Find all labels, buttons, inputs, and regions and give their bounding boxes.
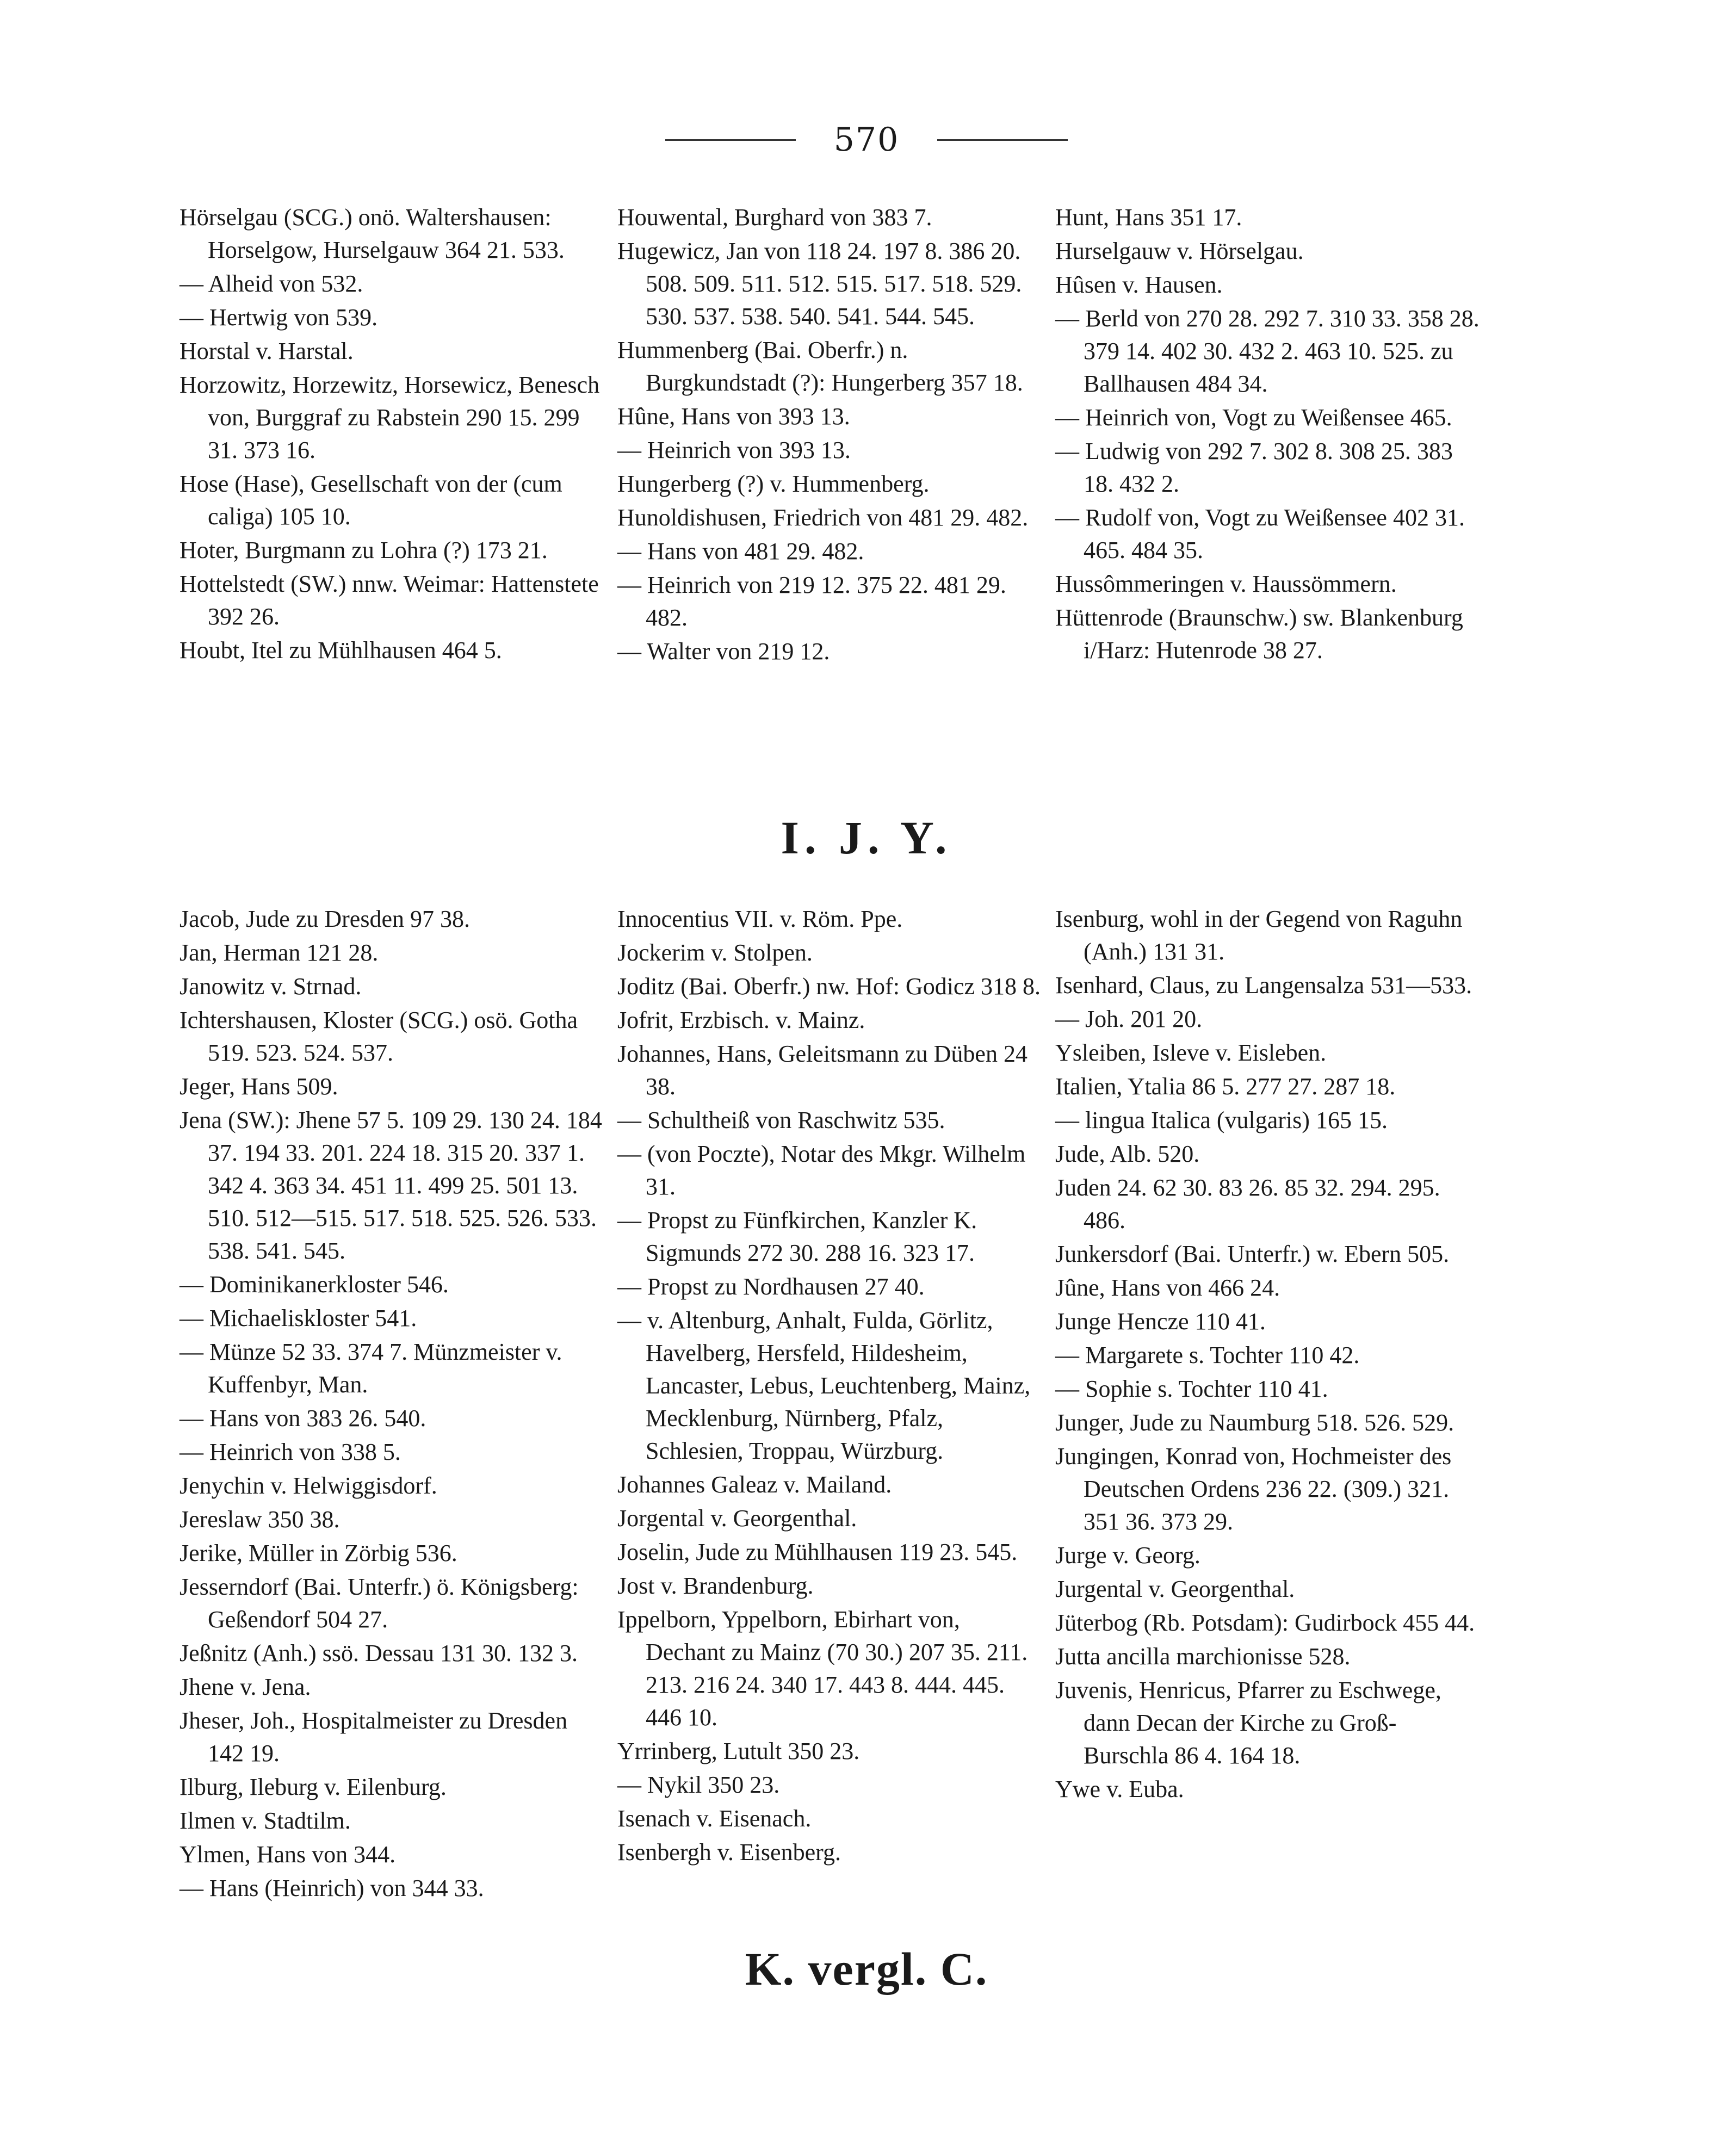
index-column-top-3	[1055, 201, 1480, 668]
index-entry: Hungerberg (?) v. Hummenberg.	[617, 470, 930, 497]
index-entry: Houbt, Itel zu Mühlhausen 464 5.	[180, 637, 502, 664]
index-entry: Hûne, Hans von 393 13.	[617, 403, 850, 430]
index-entry: Hoter, Burgmann zu Lohra (?) 173 21.	[180, 537, 548, 563]
index-entry: Juvenis, Henricus, Pfarrer zu Eschwege, dann Decan der Kirche zu Groß-Burschla 86 4. 164 18.	[1055, 1677, 1441, 1769]
index-entry: — Hertwig von 539.	[180, 304, 378, 331]
index-entry: Jereslaw 350 38.	[180, 1506, 340, 1533]
index-entry: — Ludwig von 292 7. 302 8. 308 25. 383 18. 432 2.	[1055, 438, 1453, 497]
index-entry: Hûsen v. Hausen.	[1055, 271, 1223, 298]
index-entry: Jofrit, Erzbisch. v. Mainz.	[617, 1007, 865, 1033]
index-entry: Joditz (Bai. Oberfr.) nw. Hof: Godicz 318 8.	[617, 973, 1041, 1000]
page-number: 570	[833, 121, 900, 159]
index-entry: — lingua Italica (vulgaris) 165 15.	[1055, 1107, 1388, 1133]
index-entry: Jenychin v. Helwiggisdorf.	[180, 1472, 437, 1499]
index-entry: — Heinrich von 393 13.	[617, 437, 851, 463]
index-entry: Janowitz v. Strnad.	[180, 973, 362, 1000]
header-rule-right	[937, 139, 1068, 141]
index-entry: Juden 24. 62 30. 83 26. 85 32. 294. 295. 486.	[1055, 1174, 1440, 1234]
index-entry: Horzowitz, Horzewitz, Horsewicz, Benesch von, Burggraf zu Rabstein 290 15. 299 31. 373 16.	[180, 371, 600, 463]
index-entry: Yrrinberg, Lutult 350 23.	[617, 1738, 860, 1764]
index-entry: Jan, Herman 121 28.	[180, 939, 379, 966]
index-entry: Junkersdorf (Bai. Unterfr.) w. Ebern 505.	[1055, 1241, 1450, 1267]
index-entry: Hose (Hase), Gesellschaft von der (cum caliga) 105 10.	[180, 470, 562, 530]
index-entry: Hunoldishusen, Friedrich von 481 29. 482.	[617, 504, 1029, 531]
index-entry: Jheser, Joh., Hospitalmeister zu Dresden 142 19.	[180, 1707, 568, 1767]
index-entry: Jude, Alb. 520.	[1055, 1141, 1200, 1167]
index-entry: — Nykil 350 23.	[617, 1771, 780, 1798]
index-entry: Jost v. Brandenburg.	[617, 1572, 814, 1599]
index-entry: Jhene v. Jena.	[180, 1674, 311, 1700]
section-heading-ijy: I. J. Y.	[781, 811, 952, 864]
index-column-ijy-2	[617, 903, 1042, 1870]
index-entry: Horstal v. Harstal.	[180, 338, 354, 364]
index-entry: Johannes Galeaz v. Mailand.	[617, 1471, 892, 1498]
index-entry: — Alheid von 532.	[180, 270, 363, 297]
index-entry: Jurge v. Georg.	[1055, 1542, 1200, 1569]
index-entry: Houwental, Burghard von 383 7.	[617, 204, 932, 231]
index-entry: Jeßnitz (Anh.) ssö. Dessau 131 30. 132 3.	[180, 1640, 578, 1666]
index-entry: Johannes, Hans, Geleitsmann zu Düben 24 38.	[617, 1040, 1028, 1100]
index-entry: — Schultheiß von Raschwitz 535.	[617, 1107, 945, 1133]
index-entry: Ilmen v. Stadtilm.	[180, 1807, 351, 1834]
index-entry: Isenhard, Claus, zu Langensalza 531—533.	[1055, 972, 1472, 999]
index-entry: Jerike, Müller in Zörbig 536.	[180, 1540, 457, 1566]
index-entry: — Propst zu Fünfkirchen, Kanzler K. Sigmunds 272 30. 288 16. 323 17.	[617, 1207, 977, 1266]
index-entry: Ywe v. Euba.	[1055, 1776, 1184, 1802]
index-entry: — Heinrich von 338 5.	[180, 1439, 401, 1465]
index-entry: Jûne, Hans von 466 24.	[1055, 1274, 1280, 1301]
index-entry: — (von Poczte), Notar des Mkgr. Wilhelm 31.	[617, 1141, 1026, 1200]
index-entry: Isenbergh v. Eisenberg.	[617, 1839, 841, 1866]
index-entry: — Joh. 201 20.	[1055, 1006, 1203, 1032]
index-entry: Italien, Ytalia 86 5. 277 27. 287 18.	[1055, 1073, 1396, 1100]
index-entry: Jockerim v. Stolpen.	[617, 939, 813, 966]
index-entry: Ysleiben, Isleve v. Eisleben.	[1055, 1039, 1327, 1066]
index-entry: Hugewicz, Jan von 118 24. 197 8. 386 20. 508. 509. 511. 512. 515. 517. 518. 529. 530. 537. 538. 540. 541. 544. 545.	[617, 238, 1022, 330]
index-entry: Ilburg, Ileburg v. Eilenburg.	[180, 1774, 447, 1800]
index-entry: Hurselgauw v. Hörselgau.	[1055, 238, 1304, 264]
index-entry: — v. Altenburg, Anhalt, Fulda, Görlitz, Havelberg, Hersfeld, Hildesheim, Lancaster, Lebus, Leuchtenberg, Mainz, Mecklenburg, Nürnberg, Pfalz, Schlesien, Troppau, Würzburg.	[617, 1307, 1031, 1464]
index-entry: — Hans (Heinrich) von 344 33.	[180, 1875, 484, 1901]
index-entry: — Berld von 270 28. 292 7. 310 33. 358 28. 379 14. 402 30. 432 2. 463 10. 525. zu Ballhausen 484 34.	[1055, 305, 1480, 397]
index-entry: Junge Hencze 110 41.	[1055, 1308, 1266, 1335]
index-entry: Ylmen, Hans von 344.	[180, 1841, 396, 1868]
index-entry: Jacob, Jude zu Dresden 97 38.	[180, 906, 470, 932]
index-entry: Hunt, Hans 351 17.	[1055, 204, 1242, 231]
index-entry: — Walter von 219 12.	[617, 638, 830, 665]
index-column-top-2	[617, 201, 1042, 669]
index-entry: Ippelborn, Yppelborn, Ebirhart von, Dechant zu Mainz (70 30.) 207 35. 211. 213. 216 24. 340 17. 443 8. 444. 445. 446 10.	[617, 1606, 1028, 1731]
index-entry: Hussômmeringen v. Haussömmern.	[1055, 571, 1397, 597]
index-entry: Hüttenrode (Braunschw.) sw. Blankenburg i/Harz: Hutenrode 38 27.	[1055, 604, 1463, 664]
index-entry: Innocentius VII. v. Röm. Ppe.	[617, 906, 903, 932]
section-heading-k: K. vergl. C.	[745, 1943, 988, 1995]
index-entry: Junger, Jude zu Naumburg 518. 526. 529.	[1055, 1409, 1455, 1436]
index-column-ijy-1	[180, 903, 604, 1906]
index-entry: — Heinrich von 219 12. 375 22. 481 29. 482.	[617, 572, 1006, 631]
index-column-ijy-3	[1055, 903, 1480, 1807]
index-entry: — Münze 52 33. 374 7. Münzmeister v. Kuffenbyr, Man.	[180, 1339, 562, 1398]
index-entry: — Heinrich von, Vogt zu Weißensee 465.	[1055, 404, 1452, 431]
index-entry: Joselin, Jude zu Mühlhausen 119 23. 545.	[617, 1539, 1018, 1565]
index-entry: Jesserndorf (Bai. Unterfr.) ö. Königsberg: Geßendorf 504 27.	[180, 1573, 579, 1633]
index-column-top-1	[180, 201, 604, 668]
index-entry: Hummenberg (Bai. Oberfr.) n. Burgkundstadt (?): Hungerberg 357 18.	[617, 337, 1023, 396]
header-rule-left	[665, 139, 796, 141]
index-entry: Ichtershausen, Kloster (SCG.) osö. Gotha 519. 523. 524. 537.	[180, 1007, 578, 1066]
index-entry: — Hans von 383 26. 540.	[180, 1405, 426, 1432]
index-entry: Jorgental v. Georgenthal.	[617, 1505, 857, 1532]
index-entry: Isenburg, wohl in der Gegend von Raguhn (Anh.) 131 31.	[1055, 906, 1463, 965]
index-entry: — Margarete s. Tochter 110 42.	[1055, 1342, 1360, 1368]
index-entry: Jutta ancilla marchionisse 528.	[1055, 1643, 1351, 1670]
index-entry: Jena (SW.): Jhene 57 5. 109 29. 130 24. 184 37. 194 33. 201. 224 18. 315 20. 337 1. 342 4. 363 34. 451 11. 499 25. 501 13. 510. 512—515. 517. 518. 525. 526. 533. 538. 541. 545.	[180, 1107, 602, 1264]
index-entry: — Rudolf von, Vogt zu Weißensee 402 31. 465. 484 35.	[1055, 504, 1465, 563]
index-entry: Jurgental v. Georgenthal.	[1055, 1576, 1295, 1602]
index-entry: Hörselgau (SCG.) onö. Waltershausen: Horselgow, Hurselgauw 364 21. 533.	[180, 204, 565, 263]
index-entry: — Hans von 481 29. 482.	[617, 538, 864, 565]
index-entry: — Sophie s. Tochter 110 41.	[1055, 1376, 1328, 1402]
index-entry: — Dominikanerkloster 546.	[180, 1271, 449, 1298]
index-entry: Jungingen, Konrad von, Hochmeister des Deutschen Ordens 236 22. (309.) 321. 351 36. 373 29.	[1055, 1443, 1452, 1535]
index-entry: Jüterbog (Rb. Potsdam): Gudirbock 455 44.	[1055, 1609, 1475, 1636]
index-entry: — Propst zu Nordhausen 27 40.	[617, 1273, 925, 1300]
index-entry: — Michaeliskloster 541.	[180, 1305, 417, 1331]
page-header	[0, 121, 1733, 159]
index-entry: Jeger, Hans 509.	[180, 1073, 338, 1100]
index-entry: Isenach v. Eisenach.	[617, 1805, 812, 1832]
index-entry: Hottelstedt (SW.) nnw. Weimar: Hattenstete 392 26.	[180, 571, 599, 630]
